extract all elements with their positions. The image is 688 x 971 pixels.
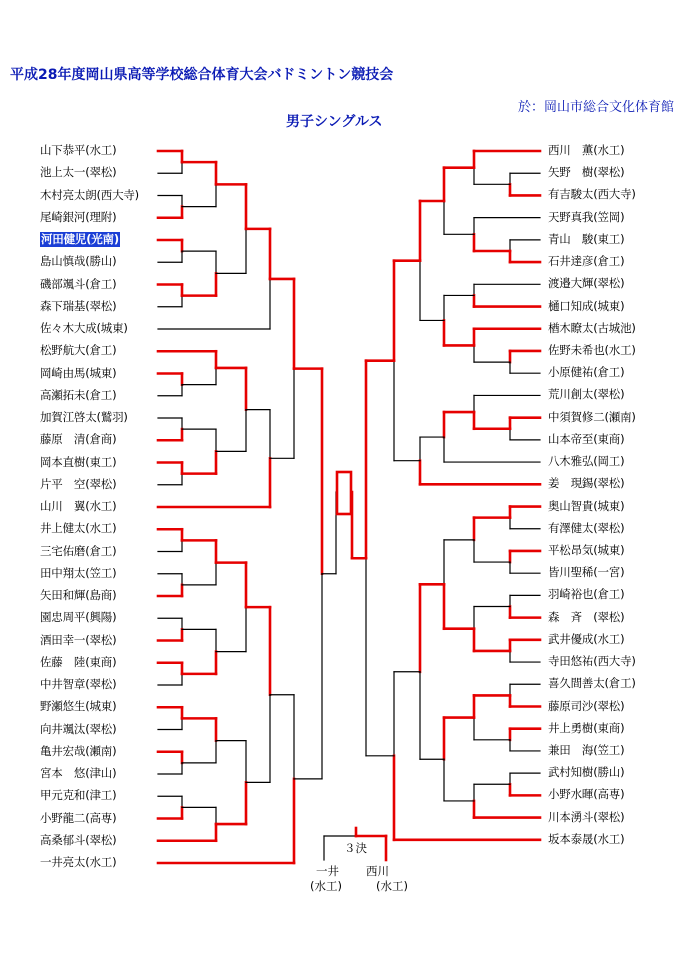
event-title: 男子シングルス: [286, 114, 383, 130]
left-player-18: 井上健太(水工): [40, 521, 117, 536]
left-player-11: 岡崎由馬(城東): [40, 365, 117, 380]
right-player-18: 有澤健太(翠松): [548, 520, 625, 535]
left-player-19: 三宅佑磨(倉工): [40, 543, 117, 558]
left-player-5: 河田健児(光南): [41, 232, 119, 246]
left-player-33: 一井亮太(水工): [40, 855, 117, 869]
left-player-8: 森下瑞基(翠松): [40, 298, 117, 313]
left-player-12: 高瀬拓未(倉工): [40, 387, 117, 402]
right-player-30: 小野水暉(高専): [548, 787, 625, 802]
right-player-13: 中須賀修二(瀬南): [548, 409, 636, 424]
left-player-17: 山川 翼(水工): [40, 499, 117, 513]
right-player-28: 兼田 海(笠工): [548, 742, 625, 757]
left-player-29: 宮本 悠(津山): [40, 766, 117, 780]
right-player-16: 姜 現錫(翠松): [548, 476, 625, 491]
right-player-15: 八木雅弘(岡工): [548, 454, 625, 469]
right-player-10: 佐野未希也(水工): [548, 342, 636, 357]
right-player-31: 川本湧斗(翠松): [548, 809, 625, 824]
left-player-15: 岡本直樹(東工): [40, 454, 117, 469]
left-player-22: 園忠周平(興陽): [40, 610, 117, 625]
third-place-left-school: (水工): [310, 879, 342, 893]
left-player-3: 木村亮太朗(西大寺): [40, 187, 139, 202]
right-player-24: 寺田悠祐(西大寺): [548, 654, 636, 669]
right-player-19: 平松昂気(城東): [548, 542, 625, 557]
left-player-32: 高桑郁斗(翠松): [40, 832, 117, 847]
left-player-25: 中井智章(翠松): [40, 677, 117, 691]
left-player-7: 磯部颯斗(倉工): [40, 276, 117, 291]
right-player-7: 渡邉大輝(翠松): [548, 276, 625, 291]
third-place-right-school: (水工): [376, 879, 408, 893]
left-player-27: 向井颯汰(翠松): [40, 721, 117, 736]
right-player-29: 武村知樹(勝山): [548, 765, 625, 780]
left-player-21: 矢田和輝(島商): [40, 588, 117, 602]
right-player-20: 皆川聖稀(一宮): [548, 565, 625, 580]
left-player-23: 酒田幸一(翠松): [40, 632, 117, 647]
left-player-16: 片平 空(翠松): [40, 476, 117, 491]
right-player-4: 天野真我(笠岡): [548, 209, 625, 224]
right-player-1: 西川 薫(水工): [548, 143, 625, 157]
right-player-11: 小原健祐(倉工): [548, 365, 625, 380]
third-place-left-name: 一井: [316, 864, 339, 878]
left-player-14: 藤原 清(倉商): [40, 432, 117, 447]
left-player-24: 佐藤 陸(東商): [40, 654, 117, 669]
page-title: 平成28年度岡山県高等学校総合体育大会バドミントン競技会: [10, 67, 394, 83]
left-player-10: 松野航大(倉工): [40, 343, 117, 358]
left-player-2: 池上太一(翠松): [40, 165, 117, 180]
right-player-22: 森 斉 (翠松): [548, 609, 625, 624]
left-player-4: 尾崎銀河(理附): [40, 209, 117, 224]
left-player-26: 野瀬悠生(城東): [40, 699, 117, 714]
third-place-label: ３決: [344, 841, 367, 855]
right-player-26: 藤原司沙(翠松): [548, 698, 625, 713]
final-box: [337, 472, 351, 514]
right-player-6: 石井達彦(倉工): [548, 254, 625, 269]
right-player-3: 有吉駿太(西大寺): [548, 187, 636, 202]
left-player-31: 小野龍二(高専): [40, 810, 117, 825]
left-player-9: 佐々木大成(城東): [40, 321, 128, 335]
right-player-21: 羽崎裕也(倉工): [548, 587, 625, 602]
right-player-8: 樋口知成(城東): [548, 298, 625, 313]
right-player-2: 矢野 樹(翠松): [548, 165, 625, 180]
left-player-1: 山下恭平(水工): [40, 143, 117, 157]
left-player-28: 亀井宏哉(瀬南): [40, 743, 117, 758]
right-player-32: 坂本泰晟(水工): [548, 831, 625, 846]
right-player-14: 山本帝至(東商): [548, 431, 625, 446]
third-place-right-name: 西川: [366, 864, 389, 878]
venue-label: 於：岡山市総合文化体育館: [517, 100, 674, 115]
right-player-23: 武井優成(水工): [548, 631, 625, 646]
right-player-27: 井上勇樹(東商): [548, 720, 625, 735]
left-player-13: 加賀江啓太(鷲羽): [40, 410, 128, 424]
right-player-17: 奥山智貴(城東): [548, 498, 625, 513]
left-player-30: 甲元克和(津工): [40, 788, 117, 803]
right-player-12: 荒川創太(翠松): [548, 387, 625, 402]
left-player-6: 島山慎哉(勝山): [40, 254, 117, 269]
right-player-5: 青山 駿(東工): [548, 231, 625, 246]
right-player-25: 喜久間善太(倉工): [548, 676, 636, 691]
left-player-20: 田中翔太(笠工): [40, 565, 117, 580]
right-player-9: 楢木瞭太(古城池): [548, 320, 636, 335]
